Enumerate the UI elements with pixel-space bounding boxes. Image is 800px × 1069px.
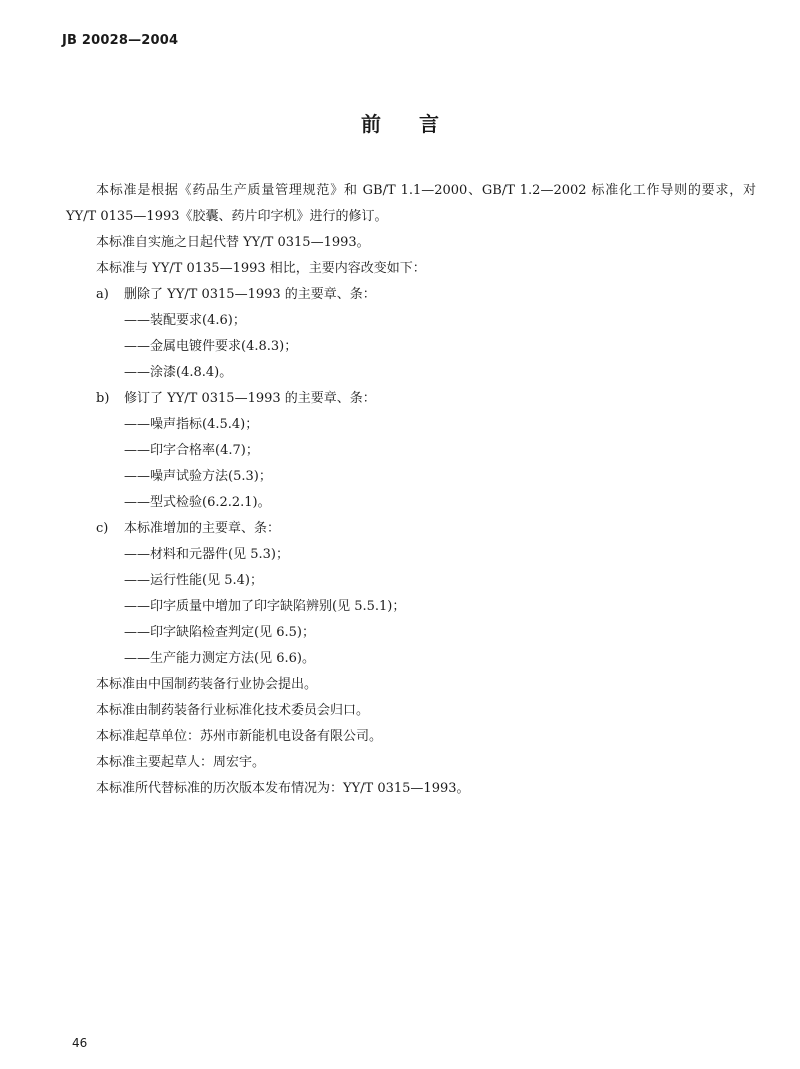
list-item: ——型式检验(6.2.2.1)。	[124, 495, 271, 510]
item-label: a)	[96, 287, 109, 302]
committee-statement: 本标准由制药装备行业标准化技术委员会归口。	[96, 703, 370, 718]
list-item: ——涂漆(4.8.4)。	[124, 365, 233, 380]
foreword-body	[66, 178, 756, 802]
list-item: ——噪声指标(4.5.4)；	[124, 417, 259, 432]
item-heading-text: 本标准增加的主要章、条：	[124, 521, 281, 536]
list-item: ——生产能力测定方法(见 6.6)。	[124, 651, 315, 666]
list-item: ——印字合格率(4.7)；	[124, 443, 259, 458]
change-group-c	[66, 516, 756, 672]
item-heading-text: 修订了 YY/T 0315—1993 的主要章、条：	[124, 391, 376, 406]
item-label: c)	[96, 521, 109, 536]
intro-paragraph: 本标准是根据《药品生产质量管理规范》和 GB/T 1.1—2000、GB/T 1.2—2002 标准化工作导则的要求，对 YY/T 0135—1993《胶囊、药片印字机》进行的修订。	[66, 183, 756, 224]
drafting-unit-statement: 本标准起草单位：苏州市新能机电设备有限公司。	[96, 729, 383, 744]
list-item: ——印字质量中增加了印字缺陷辨别(见 5.5.1)；	[124, 599, 406, 614]
drafter-statement: 本标准主要起草人：周宏宇。	[96, 755, 266, 770]
change-group-a	[66, 282, 756, 386]
history-statement: 本标准所代替标准的历次版本发布情况为：YY/T 0315—1993。	[96, 781, 470, 796]
list-item: ——装配要求(4.6)；	[124, 313, 246, 328]
item-label: b)	[96, 391, 110, 406]
list-item: ——运行性能(见 5.4)；	[124, 573, 263, 588]
changes-intro: 本标准与 YY/T 0135—1993 相比，主要内容改变如下：	[96, 261, 426, 276]
change-heading	[66, 516, 756, 542]
change-group-b	[66, 386, 756, 516]
document-number: JB 20028—2004	[62, 33, 179, 48]
list-item: ——金属电镀件要求(4.8.3)；	[124, 339, 298, 354]
list-item: ——材料和元器件(见 5.3)；	[124, 547, 289, 562]
replacement-statement: 本标准自实施之日起代替 YY/T 0315—1993。	[96, 235, 370, 250]
change-heading	[66, 282, 756, 308]
list-item: ——噪声试验方法(5.3)；	[124, 469, 272, 484]
list-item: ——印字缺陷检查判定(见 6.5)；	[124, 625, 315, 640]
proposer-statement: 本标准由中国制药装备行业协会提出。	[96, 677, 318, 692]
item-heading-text: 删除了 YY/T 0315—1993 的主要章、条：	[124, 287, 376, 302]
change-heading	[66, 386, 756, 412]
page-number: 46	[72, 1036, 88, 1050]
page-title: 前言	[361, 112, 477, 136]
